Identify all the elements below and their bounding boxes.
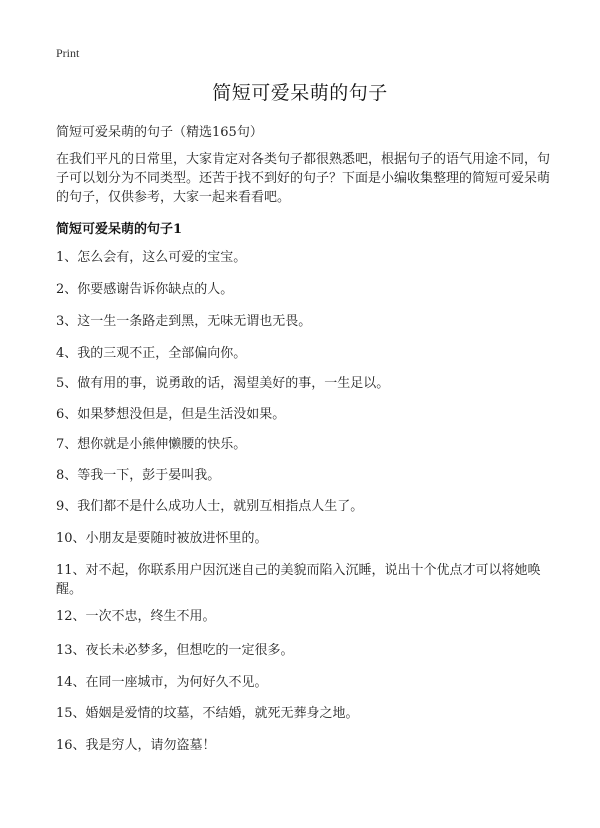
list-item: 13、夜长未必梦多，但想吃的一定很多。 <box>56 643 294 658</box>
intro-paragraph: 在我们平凡的日常里，大家肯定对各类句子都很熟悉吧，根据句子的语气用途不同，句子可以划分为不同类型。还苦于找不到好的句子？下面是小编收集整理的简短可爱呆萌的句子，仅供参考，大家一起来看看吧。 <box>56 152 551 205</box>
list-item: 9、我们都不是什么成功人士，就别互相指点人生了。 <box>56 499 364 514</box>
list-item: 10、小朋友是要随时被放进怀里的。 <box>56 531 268 546</box>
list-item: 5、做有用的事，说勇敢的话，渴望美好的事，一生足以。 <box>56 376 390 391</box>
list-item: 8、等我一下，彭于晏叫我。 <box>56 468 221 483</box>
list-item: 2、你要感谢告诉你缺点的人。 <box>56 282 234 297</box>
list-item: 15、婚姻是爱情的坟墓，不结婚，就死无葬身之地。 <box>56 706 359 721</box>
list-item: 11、对不起，你联系用户因沉迷自己的美貌而陷入沉睡，说出十个优点才可以将她唤醒。 <box>56 563 541 597</box>
list-item: 16、我是穷人，请勿盗墓！ <box>56 738 216 753</box>
list-item: 6、如果梦想没但是，但是生活没如果。 <box>56 407 286 422</box>
list-item: 1、怎么会有，这么可爱的宝宝。 <box>56 250 247 265</box>
list-item: 14、在同一座城市，为何好久不见。 <box>56 675 268 690</box>
article-subtitle: 简短可爱呆萌的句子（精选165句） <box>56 125 263 140</box>
list-item: 12、一次不忠，终生不用。 <box>56 609 216 624</box>
print-link[interactable]: Print <box>56 46 80 60</box>
list-item: 3、这一生一条路走到黑，无味无谓也无畏。 <box>56 314 312 329</box>
list-item: 4、我的三观不正，全部偏向你。 <box>56 346 247 361</box>
list-item: 7、想你就是小熊伸懒腰的快乐。 <box>56 437 247 452</box>
section-heading: 简短可爱呆萌的句子1 <box>56 222 183 237</box>
page-title: 简短可爱呆萌的句子 <box>212 82 388 104</box>
